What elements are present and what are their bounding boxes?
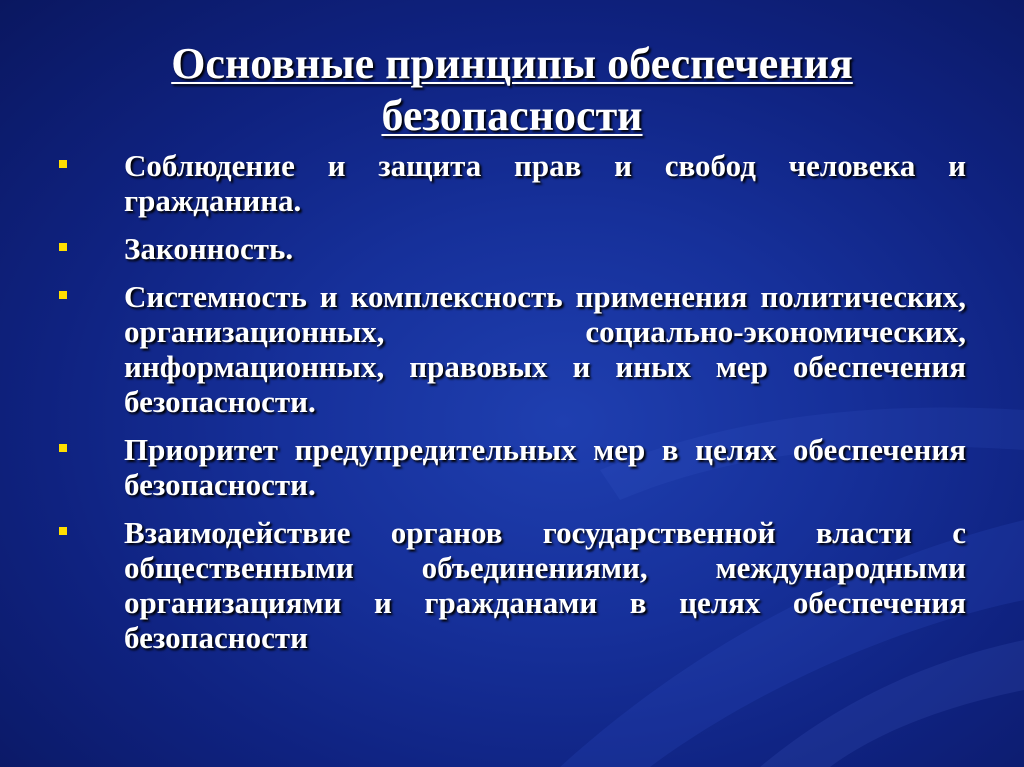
slide-title	[60, 38, 964, 142]
square-bullet-icon	[59, 160, 67, 168]
list-item-text: Законность.	[124, 231, 294, 266]
square-bullet-icon	[59, 527, 67, 535]
title-line-2: безопасности	[381, 91, 643, 140]
list-item-text: Приоритет предупредительных мер в целях обеспечения безопасности.	[124, 432, 966, 502]
list-item	[56, 148, 966, 218]
title-line-1: Основные принципы обеспечения	[171, 39, 853, 88]
principles-list	[56, 148, 966, 668]
list-item	[56, 231, 966, 266]
list-item	[56, 279, 966, 419]
square-bullet-icon	[59, 291, 67, 299]
list-item-text: Системность и комплексность применения политических, организационных, социально-экономических, информационных, правовых и иных мер обеспечения безопасности.	[124, 279, 966, 419]
square-bullet-icon	[59, 243, 67, 251]
list-item-text: Взаимодействие органов государственной власти с общественными объединениями, международными организациями и гражданами в целях обеспечения безопасности	[124, 515, 966, 655]
square-bullet-icon	[59, 444, 67, 452]
list-item-text: Соблюдение и защита прав и свобод человека и гражданина.	[124, 148, 966, 218]
list-item	[56, 432, 966, 502]
list-item	[56, 515, 966, 655]
